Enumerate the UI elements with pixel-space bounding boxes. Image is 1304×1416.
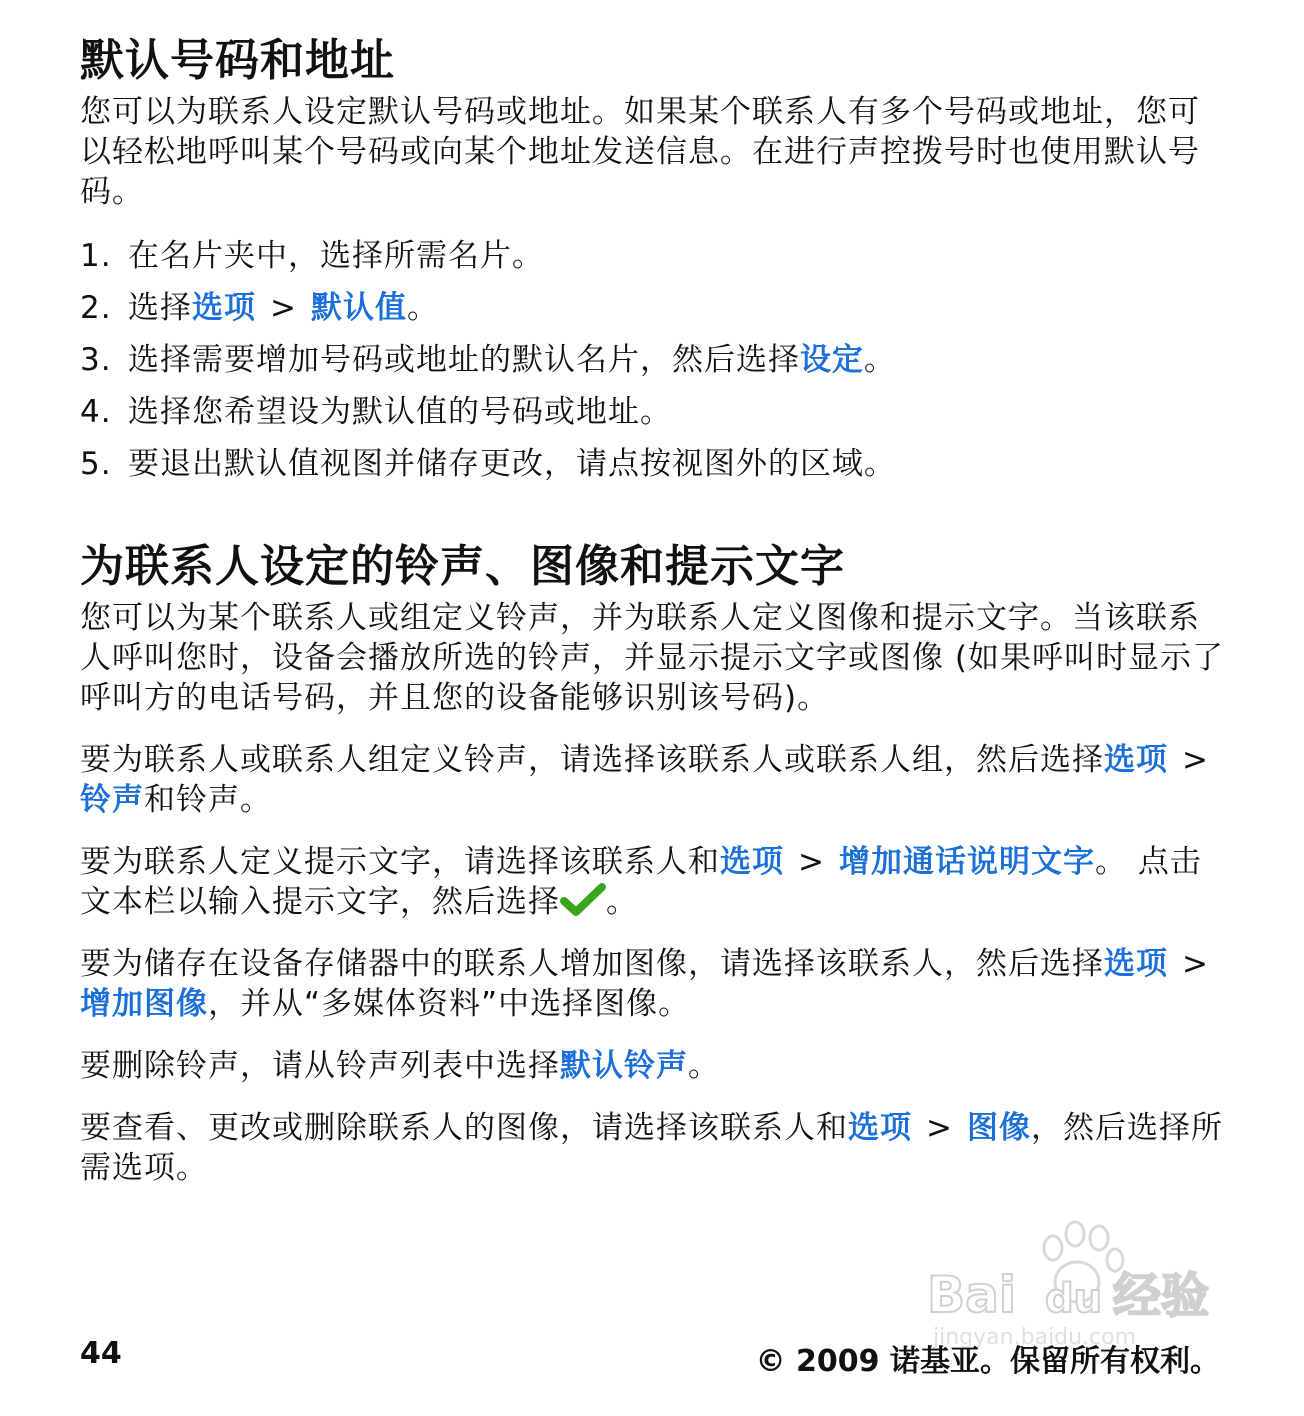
watermark-brand2: du — [1045, 1276, 1103, 1322]
step-number: 2. — [80, 290, 112, 326]
default-value-link[interactable]: 默认值 — [310, 290, 407, 326]
paragraph-text-end: ，然后选择所需选项。 — [80, 1110, 1223, 1186]
options-link[interactable]: 选项 — [720, 844, 784, 880]
ringtone-link[interactable]: 铃声 — [80, 782, 144, 818]
add-call-text-link[interactable]: 增加通话说明文字 — [838, 844, 1095, 880]
page-number: 44 — [80, 1336, 122, 1371]
paragraph-text: 要为储存在设备存储器中的联系人增加图像，请选择该联系人，然后选择 — [80, 946, 1104, 982]
paragraph-text: 要为联系人或联系人组定义铃声，请选择该联系人或联系人组，然后选择 — [80, 742, 1104, 778]
watermark-suffix: 经验 — [1113, 1268, 1210, 1324]
document-page — [80, 30, 1230, 1188]
path-separator: > — [1182, 946, 1209, 982]
paragraph-text-end: ，并从“多媒体资料”中选择图像。 — [208, 986, 691, 1022]
paragraph-text: 要为联系人定义提示文字，请选择该联系人和 — [80, 844, 720, 880]
step-text: 在名片夹中，选择所需名片。 — [128, 238, 544, 274]
copyright-text: © 2009 诺基亚。保留所有权利。 — [755, 1344, 1220, 1379]
options-link[interactable]: 选项 — [1104, 946, 1168, 982]
watermark-brand: Bai — [927, 1266, 1016, 1324]
page-footer — [80, 1336, 1220, 1380]
ringtone-paragraph — [80, 740, 1230, 820]
image-link[interactable]: 图像 — [966, 1110, 1031, 1146]
step-number: 4. — [80, 394, 112, 430]
list-item — [80, 334, 1230, 386]
paragraph-text-end: 。 — [606, 884, 638, 920]
section2-title: 为联系人设定的铃声、图像和提示文字 — [80, 541, 845, 592]
image-paragraph — [80, 944, 1230, 1024]
paragraph-text-end: 。 — [688, 1048, 720, 1084]
section2-intro: 您可以为某个联系人或组定义铃声，并为联系人定义图像和提示文字。当该联系人呼叫您时，设备会播放所选的铃声，并显示提示文字或图像 (如果呼叫时显示了呼叫方的电话号码，并且您的设备能够识别该号码)。 — [80, 600, 1224, 716]
options-link[interactable]: 选项 — [192, 290, 256, 326]
checkmark-icon[interactable] — [560, 882, 606, 918]
watermark-url: jingyan.baidu.com — [933, 1325, 1137, 1350]
step-text: 要退出默认值视图并储存更改，请点按视图外的区域。 — [128, 446, 896, 482]
path-separator: > — [1182, 742, 1209, 778]
paragraph-text: 要删除铃声，请从铃声列表中选择 — [80, 1048, 560, 1084]
section1-title: 默认号码和地址 — [80, 35, 395, 86]
set-link[interactable]: 设定 — [800, 342, 864, 378]
list-item — [80, 230, 1230, 282]
step-number: 1. — [80, 238, 112, 274]
default-ringtone-link[interactable]: 默认铃声 — [560, 1048, 688, 1084]
paragraph-text: 要查看、更改或删除联系人的图像，请选择该联系人和 — [80, 1110, 848, 1146]
delete-ringtone-paragraph — [80, 1046, 1230, 1086]
paragraph-text-end: 和铃声。 — [144, 782, 272, 818]
options-link[interactable]: 选项 — [1104, 742, 1168, 778]
steps-list — [80, 230, 1230, 490]
step-text-end: 。 — [864, 342, 896, 378]
paragraph-text-mid: 。 点击文本栏以输入提示文字，然后选择 — [80, 844, 1202, 920]
step-text-end: 。 — [406, 290, 439, 326]
path-separator: > — [270, 290, 297, 326]
step-text: 选择 — [128, 290, 192, 326]
section1-intro: 您可以为联系人设定默认号码或地址。如果某个联系人有多个号码或地址，您可以轻松地呼叫某个号码或向某个地址发送信息。在进行声控拨号时也使用默认号码。 — [80, 94, 1200, 210]
path-separator: > — [926, 1110, 953, 1146]
view-image-paragraph — [80, 1108, 1230, 1188]
list-item — [80, 282, 1230, 334]
list-item — [80, 438, 1230, 490]
step-number: 5. — [80, 446, 112, 482]
step-text: 选择您希望设为默认值的号码或地址。 — [128, 394, 672, 430]
add-image-link[interactable]: 增加图像 — [80, 986, 208, 1022]
step-text: 选择需要增加号码或地址的默认名片，然后选择 — [128, 342, 800, 378]
path-separator: > — [798, 844, 825, 880]
baidu-watermark-logo — [925, 1220, 1225, 1350]
step-number: 3. — [80, 342, 112, 378]
list-item — [80, 386, 1230, 438]
options-link[interactable]: 选项 — [848, 1110, 912, 1146]
caller-text-paragraph — [80, 842, 1230, 922]
